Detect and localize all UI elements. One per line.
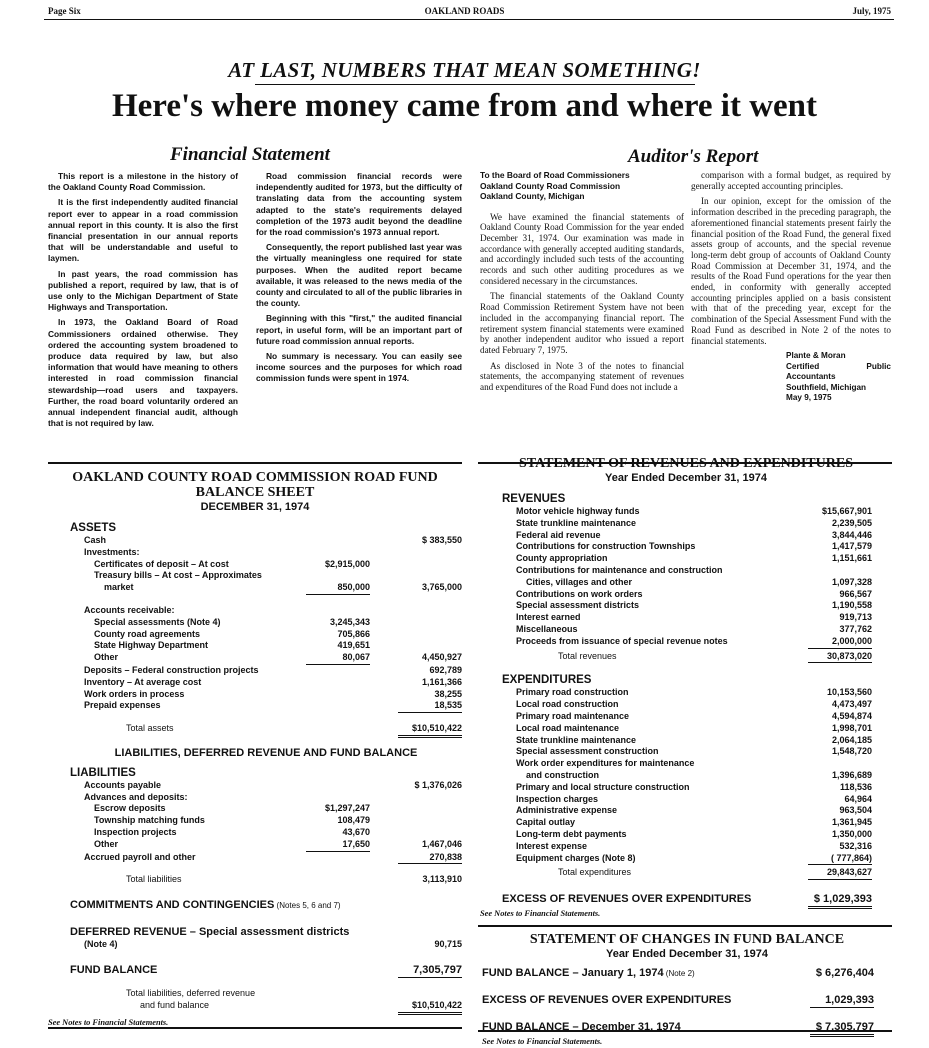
table-row: [70, 547, 462, 559]
table-row: [502, 758, 872, 770]
amount-value: 1,417,579: [831, 541, 872, 552]
table-row: [70, 582, 462, 595]
row-label: EXCESS OF REVENUES OVER EXPENDITURES: [502, 893, 752, 906]
table-row: [70, 803, 462, 815]
table-row: [502, 735, 872, 747]
paragraph: In past years, the road commission has published a report, required by law, that is of use only to the Michigan Department of State Highways and Transportation.: [48, 268, 238, 313]
table-row: [70, 939, 462, 951]
row-label: and construction: [526, 769, 600, 780]
row-label: LIABILITIES: [70, 766, 136, 779]
row-label: Proceeds from issuance of special revenue notes: [516, 635, 728, 646]
auditor-report-column-1: [480, 170, 684, 398]
row-label: State trunkline maintenance: [516, 517, 637, 528]
table-row: [502, 699, 872, 711]
row-label: Accounts receivable:: [84, 604, 175, 615]
amount-value: 7,305,797: [398, 963, 462, 978]
subtotal-value: 108,479: [337, 815, 370, 826]
row-label: Interest expense: [516, 840, 588, 851]
table-row: [70, 748, 462, 760]
amount-value: 1,190,558: [831, 600, 872, 611]
amount-value: $ 1,029,393: [808, 892, 872, 909]
kicker: AT LAST, NUMBERS THAT MEAN SOMETHING!: [228, 58, 701, 82]
subtotal-value: 850,000: [306, 582, 370, 595]
row-label: State trunkline maintenance: [516, 734, 637, 745]
amount-value: 1,350,000: [831, 828, 872, 839]
row-label: Accrued payroll and other: [84, 851, 196, 862]
table-row: [70, 665, 462, 677]
table-row: [70, 535, 462, 547]
row-label: Deposits – Federal construction projects: [84, 664, 259, 675]
revenues-expenditures-statement: [480, 456, 892, 918]
table-row: [502, 687, 872, 699]
table-row: [502, 892, 872, 909]
row-label: Treasury bills – At cost – Approximates: [94, 570, 262, 581]
signature-line: May 9, 1975: [786, 393, 832, 403]
publication-name: OAKLAND ROADS: [424, 6, 505, 16]
amount-value: 30,873,020: [808, 651, 872, 664]
row-label: (Note 4): [84, 939, 118, 950]
address-line: Oakland County Road Commission: [480, 180, 621, 191]
amount-value: 1,097,328: [831, 576, 872, 587]
mid-rule-right: [478, 925, 892, 927]
row-label: ASSETS: [70, 522, 117, 534]
paragraph: Road commission financial records were independently audited for 1973, but the difficulty of translating data from the accounting system adapted to the state's requirements delayed completion of the 1973 audit beyond the deadline for the road commission's 1973 annual report.: [256, 171, 462, 238]
row-label: Certificates of deposit – At cost: [94, 558, 229, 569]
table-row: [502, 492, 872, 506]
row-label: Inventory – At average cost: [84, 676, 202, 687]
table-row: [502, 636, 872, 649]
table-row: [70, 640, 462, 652]
row-note: (Note 2): [663, 969, 695, 978]
table-row: [70, 1000, 462, 1015]
paragraph: This report is a milestone in the history of the Oakland County Road Commission.: [48, 171, 238, 193]
auditor-signature: [786, 351, 891, 404]
amount-value: 270,838: [398, 852, 462, 865]
paragraph: In 1973, the Oakland Board of Road Commissioners ordained otherwise. They ordered the accounting system broadened to produce data required by law, but also information that would have meaning to others interested in road commission financial stewardship—road users and taxpayers. Further, the road board voluntarily ordered an annual independent financial audit, although that is not required by law.: [48, 317, 238, 429]
row-label: Prepaid expenses: [84, 700, 161, 711]
table-row: [502, 518, 872, 530]
row-label: REVENUES: [502, 493, 566, 505]
amount-value: 4,594,874: [831, 710, 872, 721]
paragraph: It is the first independently audited financial report ever to appear in a road commission annual report in this county. It is also the first financial presentation in our annual reports that will be understandable and useful to laymen.: [48, 197, 238, 264]
table-row: [70, 963, 462, 978]
row-label: FUND BALANCE – December 31, 1974: [482, 1021, 681, 1033]
amount-value: 377,762: [839, 623, 872, 634]
table-row: [502, 770, 872, 782]
row-label: County road agreements: [94, 628, 201, 639]
row-label: Local road construction: [516, 699, 619, 710]
table-row: [502, 589, 872, 601]
table-row: [70, 852, 462, 865]
fund-balance-changes-statement: [482, 932, 892, 1046]
table-row: [482, 993, 874, 1008]
row-label: Equipment charges (Note 8): [516, 852, 636, 863]
table-row: [70, 898, 462, 913]
row-label: LIABILITIES, DEFERRED REVENUE AND FUND BALANCE: [114, 746, 418, 759]
row-label: Motor vehicle highway funds: [516, 506, 640, 516]
subtotal-value: 705,866: [337, 628, 370, 639]
financial-statement-title: Financial Statement: [170, 144, 330, 165]
paragraph: As disclosed in Note 3 of the notes to financial statements, the accompanying statement of revenues and expenditures of the Road Fund does not include a: [480, 360, 684, 393]
amount-value: 3,844,446: [831, 529, 872, 540]
row-label: Inspection projects: [94, 826, 177, 837]
table-row: [70, 766, 462, 780]
subtotal-value: 419,651: [337, 640, 370, 651]
table-row: [502, 600, 872, 612]
table-row: [502, 506, 872, 518]
row-label: Miscellaneous: [516, 623, 578, 634]
table-row: [70, 780, 462, 792]
table-row: [502, 553, 872, 565]
bottom-rule-right: [478, 1030, 892, 1032]
headline: Here's where money came from and where it went: [111, 88, 818, 124]
fund-changes-subtitle: Year Ended December 31, 1974: [605, 948, 769, 960]
row-label: Inspection charges: [516, 793, 599, 804]
amount-value: 64,964: [844, 793, 872, 804]
table-row: [502, 624, 872, 636]
row-label: Primary road maintenance: [516, 710, 630, 721]
address-line: To the Board of Road Commissioners: [480, 170, 630, 180]
auditor-report-title: Auditor's Report: [628, 146, 759, 167]
table-row: [70, 723, 462, 738]
amount-value: $ 383,550: [421, 535, 462, 545]
fund-changes-title: STATEMENT OF CHANGES IN FUND BALANCE: [529, 932, 845, 947]
table-row: [70, 925, 462, 939]
financial-statement-column-2: [256, 171, 462, 389]
amount-value: 1,396,689: [831, 769, 872, 780]
row-label: Total liabilities: [126, 874, 182, 885]
balance-sheet-title: OAKLAND COUNTY ROAD COMMISSION ROAD FUND: [72, 470, 438, 485]
row-label: Contributions on work orders: [516, 588, 643, 599]
amount-value: 10,153,560: [826, 687, 872, 698]
amount-value: 3,765,000: [421, 582, 462, 593]
paragraph: The financial statements of the Oakland County Road Commission Retirement System have not been included in the accompanying financial report. The retirement system financial statements were examined by another independent auditor who issued a report dated February 7, 1975.: [480, 291, 684, 355]
row-label: Other: [94, 652, 119, 663]
signature-line: Certified Public Accountants: [786, 361, 891, 382]
row-label: Cities, villages and other: [526, 576, 633, 587]
row-label: County appropriation: [516, 553, 608, 564]
row-label: Special assessments (Note 4): [94, 616, 221, 627]
table-row: [70, 839, 462, 852]
table-row: [502, 853, 872, 866]
paragraph: Consequently, the report published last year was the virtually meaningless one required for state purposes. When the audited report became available, it was released to the news media of the county and circulated to all of the public libraries in the county.: [256, 242, 462, 309]
auditor-address: [480, 170, 684, 202]
table-row: [502, 794, 872, 806]
row-label: Work order expenditures for maintenance: [516, 758, 695, 769]
table-row: [70, 652, 462, 665]
amount-value: 2,000,000: [808, 636, 872, 649]
row-note: (Notes 5, 6 and 7): [274, 901, 341, 911]
row-label: FUND BALANCE: [70, 963, 158, 976]
amount-value: 1,161,366: [421, 676, 462, 687]
table-row: [70, 689, 462, 701]
amount-value: 919,713: [839, 612, 872, 623]
address-line: Oakland County, Michigan: [480, 191, 585, 201]
row-label: EXCESS OF REVENUES OVER EXPENDITURES: [482, 994, 732, 1006]
table-row: [70, 874, 462, 886]
table-row: [70, 988, 462, 1000]
row-label: Primary and local structure construction: [516, 781, 690, 792]
row-label: COMMITMENTS AND CONTINGENCIES (Notes 5, 6 and 7): [70, 899, 341, 912]
amount-value: 18,535: [398, 700, 462, 713]
signature-line: Plante & Moran: [786, 351, 846, 361]
table-row: [70, 605, 462, 617]
amount-value: 532,316: [839, 840, 872, 851]
amount-value: 1,029,393: [810, 993, 874, 1008]
amount-value: 3,113,910: [422, 874, 462, 885]
balance-sheet-date: DECEMBER 31, 1974: [200, 501, 310, 513]
revenues-statement-title: STATEMENT OF REVENUES AND EXPENDITURES: [519, 456, 853, 471]
table-row: [502, 829, 872, 841]
row-label: Accounts payable: [84, 779, 162, 790]
subtotal-value: 17,650: [306, 839, 370, 852]
amount-value: $10,510,422: [398, 723, 462, 738]
row-label: Special assessment construction: [516, 746, 659, 757]
table-row: [70, 629, 462, 641]
amount-value: 1,998,701: [831, 722, 872, 733]
table-row: [70, 815, 462, 827]
header-rule: [44, 19, 894, 20]
table-row: [502, 565, 872, 577]
amount-value: 118,536: [839, 781, 872, 792]
row-label: Long-term debt payments: [516, 828, 627, 839]
table-row: [70, 617, 462, 629]
row-label: Local road maintenance: [516, 722, 620, 733]
row-label: EXPENDITURES: [502, 674, 592, 687]
table-row: [502, 577, 872, 589]
table-row: [70, 677, 462, 689]
amount-value: 1,151,661: [831, 553, 872, 564]
row-label: Escrow deposits: [94, 803, 166, 814]
table-row: [502, 817, 872, 829]
amount-value: $ 6,276,404: [815, 967, 874, 979]
table-row: [70, 827, 462, 839]
subtotal-value: $2,915,000: [324, 558, 370, 569]
table-row: [482, 1020, 874, 1037]
amount-value: 692,789: [429, 664, 462, 675]
row-label: State Highway Department: [94, 640, 209, 651]
row-label: Special assessment districts: [516, 600, 640, 611]
bottom-rule-left: [48, 1027, 462, 1029]
row-label: Investments:: [84, 546, 140, 557]
row-label: Interest earned: [516, 612, 581, 623]
row-label: Cash: [84, 535, 107, 545]
amount-value: $ 1,376,026: [414, 779, 462, 790]
row-label: and fund balance: [140, 999, 210, 1010]
row-label: Capital outlay: [516, 817, 576, 828]
row-label: Contributions for maintenance and construction: [516, 564, 723, 575]
balance-sheet-table: [48, 521, 462, 1015]
revenues-statement-subtitle: Year Ended December 31, 1974: [604, 472, 768, 484]
table-row: [70, 559, 462, 571]
paragraph: Beginning with this "first," the audited financial report, in useful form, will be an important part of future road commission annual reports.: [256, 313, 462, 346]
amount-value: 966,567: [839, 588, 872, 599]
table-row: [502, 673, 872, 687]
paragraph: No summary is necessary. You can easily see income sources and the purposes for which road commission funds were spent in 1974.: [256, 351, 462, 384]
row-label: Advances and deposits:: [84, 791, 188, 802]
table-row: [502, 841, 872, 853]
table-row: [70, 792, 462, 804]
row-label: market: [104, 582, 134, 593]
signature-line: Southfield, Michigan: [786, 382, 867, 392]
row-label: Other: [94, 838, 119, 849]
balance-sheet: [48, 470, 462, 1027]
fund-changes-footnote: See Notes to Financial Statements.: [482, 1037, 603, 1046]
row-label: Primary road construction: [516, 687, 629, 698]
row-label: Township matching funds: [94, 815, 205, 826]
subtotal-value: 43,670: [342, 826, 370, 837]
table-row: [502, 612, 872, 624]
amount-value: 2,239,505: [831, 517, 872, 528]
table-row: [70, 570, 462, 582]
amount-value: 4,473,497: [831, 699, 872, 710]
amount-value: 2,064,185: [831, 734, 872, 745]
table-row: [502, 530, 872, 542]
revenues-statement-table: [480, 492, 892, 909]
auditor-report-column-2: [691, 170, 891, 404]
table-row: [502, 867, 872, 880]
subtotal-value: 3,245,343: [329, 616, 370, 627]
amount-value: 38,255: [434, 688, 462, 699]
row-label: Contributions for construction Townships: [516, 541, 696, 552]
table-row: [502, 541, 872, 553]
amount-value: 29,843,627: [808, 867, 872, 880]
section-rule-left: [48, 462, 462, 464]
amount-value: $ 7,305,797: [810, 1020, 874, 1037]
row-label: Total revenues: [558, 650, 617, 661]
row-label: Total expenditures: [558, 867, 632, 878]
amount-value: 90,715: [434, 939, 462, 950]
table-row: [70, 521, 462, 535]
amount-value: $15,667,901: [821, 506, 872, 516]
amount-value: $10,510,422: [398, 1000, 462, 1015]
table-row: [502, 711, 872, 723]
table-row: [502, 651, 872, 664]
revenues-statement-footnote: See Notes to Financial Statements.: [480, 909, 601, 919]
subtotal-value: 80,067: [306, 652, 370, 665]
amount-value: 1,361,945: [831, 817, 872, 828]
paragraph: We have examined the financial statements of Oakland County Road Commission for the year ended December 31, 1974. Our examination was made in accordance with generally accepted auditing standards, and accordingly included such tests of the accounting records and such other auditing procedures as we considered necessary in the circumstances.: [480, 211, 684, 286]
row-label: Work orders in process: [84, 688, 185, 699]
balance-sheet-subtitle: BALANCE SHEET: [195, 485, 315, 500]
page-number: Page Six: [48, 6, 81, 16]
row-label: DEFERRED REVENUE – Special assessment districts: [70, 926, 350, 939]
kicker-rule: [255, 84, 695, 85]
balance-sheet-footnote: See Notes to Financial Statements.: [48, 1017, 169, 1027]
subtotal-value: $1,297,247: [324, 803, 370, 814]
row-label: Administrative expense: [516, 805, 618, 816]
table-row: [70, 700, 462, 713]
table-row: [502, 723, 872, 735]
financial-statement-column-1: [48, 171, 238, 433]
table-row: [482, 966, 874, 981]
issue-date: July, 1975: [852, 6, 891, 16]
amount-value: ( 777,864): [808, 853, 872, 866]
amount-value: 963,504: [839, 805, 872, 816]
row-label: Total liabilities, deferred revenue: [126, 987, 256, 998]
amount-value: 4,450,927: [421, 652, 462, 663]
row-label: Federal aid revenue: [516, 529, 601, 540]
table-row: [502, 782, 872, 794]
amount-value: 1,467,046: [421, 838, 462, 849]
table-row: [502, 746, 872, 758]
fund-changes-table: [482, 966, 892, 1037]
amount-value: 1,548,720: [831, 746, 872, 757]
row-label: FUND BALANCE – January 1, 1974 (Note 2): [482, 967, 695, 979]
row-label: Total assets: [126, 723, 174, 734]
paragraph: comparison with a formal budget, as required by generally accepted accounting principles.: [691, 170, 891, 191]
table-row: [502, 805, 872, 817]
paragraph: In our opinion, except for the omission of the information described in the preceding paragraph, the aforementioned financial statements present fairly the financial position of the Road Fund, the general fixed assets group of accounts, and the special revenue long-term debt group of accounts of Oakland County Road Commission at December 31, 1974, and the results of the Road Fund operations for the year then ended, in conformity with generally accepted accounting principles applied on a basis consistent with that of the preceding year, except for the combination of the Special Assessment Fund with the Road Fund as described in Note 2 of the notes to financial statements.: [691, 196, 891, 346]
